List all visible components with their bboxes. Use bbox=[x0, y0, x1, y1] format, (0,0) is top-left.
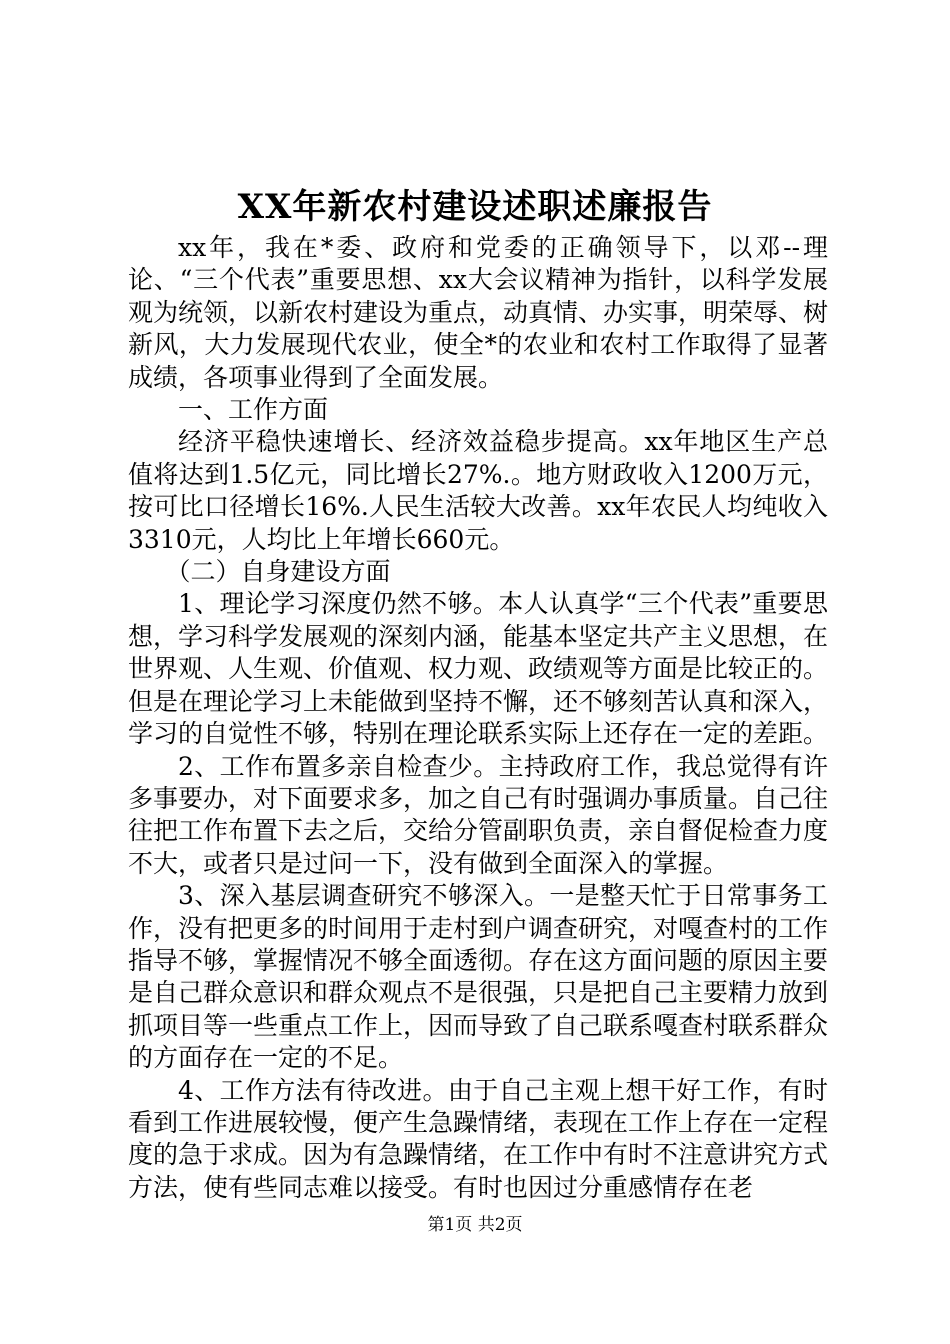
paragraph-intro: xx年，我在*委、政府和党委的正确领导下，以邓--理论、“三个代表”重要思想、xx大会议精神为指针，以科学发展观为统领，以新农村建设为重点，动真情、办实事，明荣辱、树新风，大力发展现代农业，使全*的农业和农村工作取得了显著成绩，各项事业得到了全面发展。 bbox=[128, 233, 829, 392]
document-title: XX年新农村建设述职述廉报告 bbox=[237, 187, 713, 227]
page-footer: 第1页 共2页 bbox=[427, 1215, 523, 1235]
section-heading-work: 一、工作方面 bbox=[178, 395, 329, 425]
paragraph-work-arrangement: 2、工作布置多亲自检查少。主持政府工作，我总觉得有许多事要办，对下面要求多，加之自己有时强调办事质量。自己往往把工作布置下去之后，交给分管副职负责，亲自督促检查力度不大，或者只是过问一下，没有做到全面深入的掌握。 bbox=[128, 751, 829, 878]
section-heading-self-building: （二）自身建设方面 bbox=[165, 557, 391, 587]
paragraph-grassroots-research: 3、深入基层调查研究不够深入。一是整天忙于日常事务工作，没有把更多的时间用于走村到户调查研究，对嘎查村的工作指导不够，掌握情况不够全面透彻。存在这方面问题的原因主要是自己群众意识和群众观点不是很强，只是把自己主要精力放到抓项目等一些重点工作上，因而导致了自己联系嘎查村联系群众的方面存在一定的不足。 bbox=[128, 881, 829, 1073]
paragraph-economy: 经济平稳快速增长、经济效益稳步提高。xx年地区生产总值将达到1.5亿元，同比增长27%.。地方财政收入1200万元，按可比口径增长16%.人民生活较大改善。xx年农民人均纯收入3310元，人均比上年增长660元。 bbox=[128, 427, 828, 554]
paragraph-theory-study: 1、理论学习深度仍然不够。本人认真学“三个代表”重要思想，学习科学发展观的深刻内涵，能基本坚定共产主义思想，在世界观、人生观、价值观、权力观、政绩观等方面是比较正的。但是在理论学习上未能做到坚持不懈，还不够刻苦认真和深入，学习的自觉性不够，特别在理论联系实际上还存在一定的差距。 bbox=[128, 589, 829, 749]
document-body bbox=[128, 232, 828, 1204]
paragraph-work-method: 4、工作方法有待改进。由于自己主观上想干好工作，有时看到工作进展较慢，便产生急躁情绪，表现在工作上存在一定程度的急于求成。因为有急躁情绪，在工作中有时不注意讲究方式方法，使有些同志难以接受。有时也因过分重感情存在老 bbox=[128, 1075, 829, 1202]
